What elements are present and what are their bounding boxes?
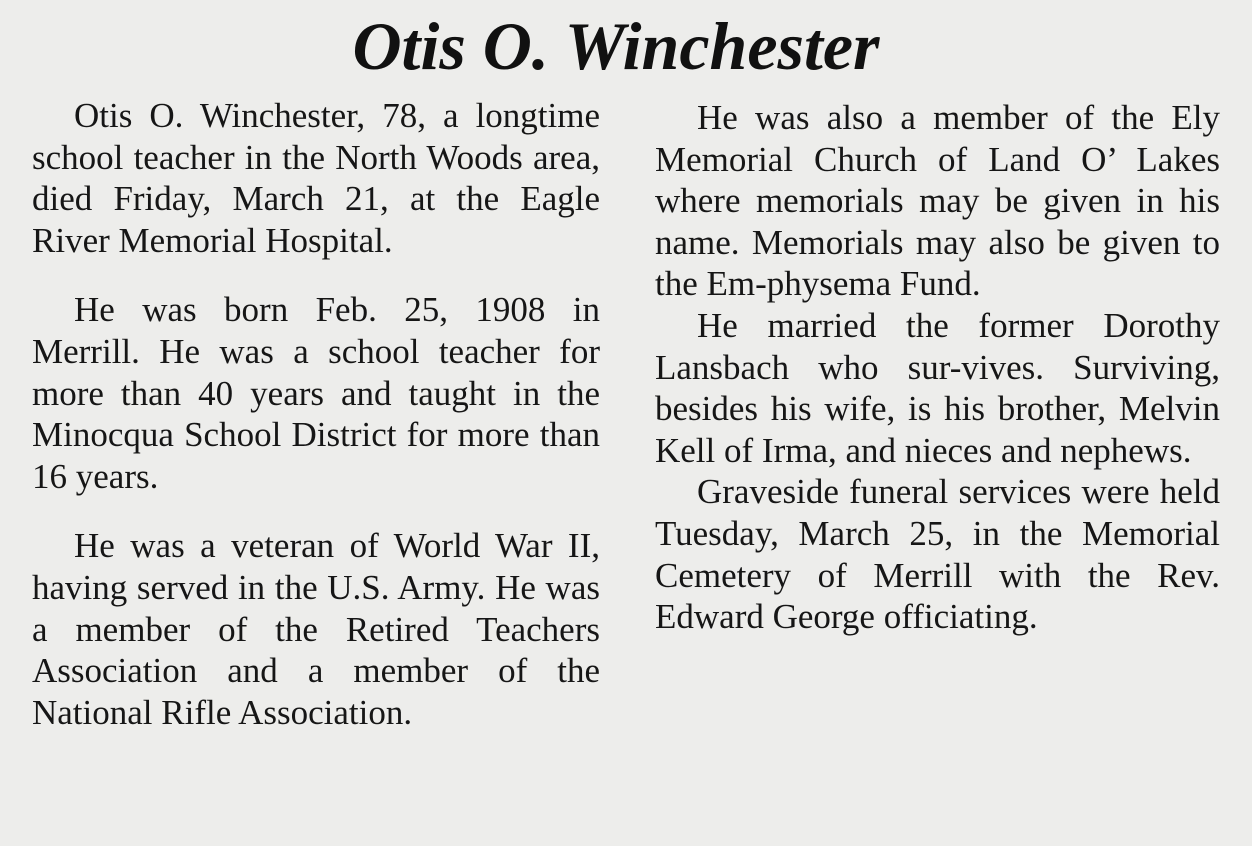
obituary-headline: Otis O. Winchester: [352, 8, 880, 84]
right-column: [655, 97, 1220, 638]
paragraph-military-memberships: He was a veteran of World War II, having served in the U.S. Army. He was a member of the Retired Teachers Association and a member of the National Rifle Association.: [32, 526, 600, 732]
paragraph-survivors: He married the former Dorothy Lansbach who sur-vives. Surviving, besides his wife, is his brother, Melvin Kell of Irma, and nieces and nephews.: [655, 305, 1220, 470]
paragraph-church-memorials: He was also a member of the Ely Memorial Church of Land O’ Lakes where memorials may be given in his name. Memorials may also be given to the Em-physema Fund.: [655, 98, 1220, 304]
left-column: [32, 95, 600, 733]
paragraph-birth-career: He was born Feb. 25, 1908 in Merrill. He was a school teacher for more than 40 years and taught in the Minocqua School District for more than 16 years.: [32, 290, 600, 496]
paragraph-funeral-services: Graveside funeral services were held Tuesday, March 25, in the Memorial Cemetery of Merrill with the Rev. Edward George officiating.: [655, 472, 1220, 637]
paragraph-death-notice: Otis O. Winchester, 78, a longtime school teacher in the North Woods area, died Friday, March 21, at the Eagle River Memorial Hospital.: [32, 96, 600, 260]
